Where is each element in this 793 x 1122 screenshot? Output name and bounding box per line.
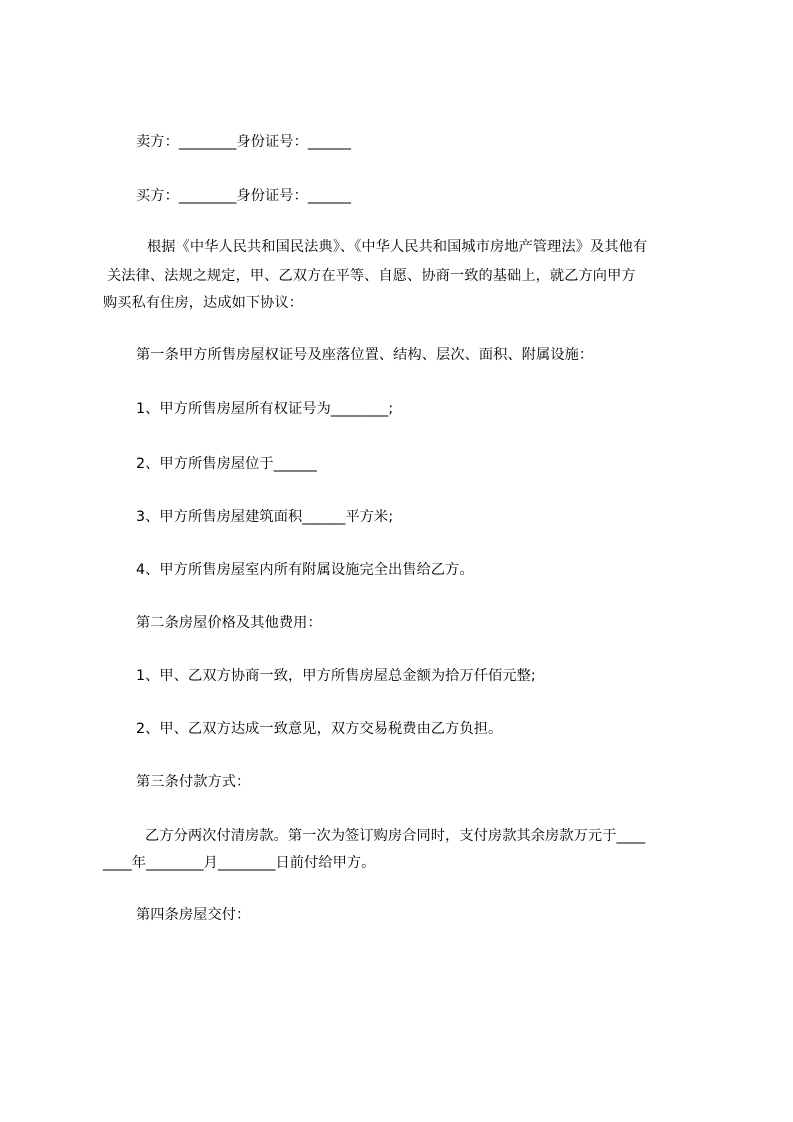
article1-item-2: 2、甲方所售房屋位于______ (136, 456, 317, 472)
article1-item-1: 1、甲方所售房屋所有权证号为________; (136, 401, 394, 417)
buyer-line: 买方：________身份证号：______ (136, 188, 352, 204)
article4-heading: 第四条房屋交付： (136, 907, 251, 923)
article2-heading: 第二条房屋价格及其他费用： (136, 615, 322, 631)
article2-item-1: 1、甲、乙双方协商一致，甲方所售房屋总金额为拾万仟佰元整; (136, 668, 536, 684)
article1-item-4: 4、甲方所售房屋室内所有附属设施完全出售给乙方。 (136, 562, 474, 578)
article3-body-line-2: ____年________月________日前付给甲方。 (103, 855, 376, 871)
preamble-line-2: 关法律、法规之规定，甲、乙双方在平等、自愿、协商一致的基础上，就乙方向甲方 (107, 268, 636, 284)
seller-line: 卖方：________身份证号：______ (136, 134, 352, 150)
preamble-line-3: 购买私有住房，达成如下协议： (103, 295, 304, 311)
article3-heading: 第三条付款方式： (136, 774, 251, 790)
article1-heading: 第一条甲方所售房屋权证号及座落位置、结构、层次、面积、附属设施： (136, 347, 594, 363)
article1-item-3: 3、甲方所售房屋建筑面积______平方米; (136, 509, 394, 525)
article3-body-line-1: 乙方分两次付清房款。第一次为签订购房合同时，支付房款其余房款万元于____ (145, 828, 646, 844)
article2-item-2: 2、甲、乙双方达成一致意见，双方交易税费由乙方负担。 (136, 721, 503, 737)
preamble-line-1: 根据《中华人民共和国民法典》、《中华人民共和国城市房地产管理法》及其他有 (147, 239, 648, 255)
